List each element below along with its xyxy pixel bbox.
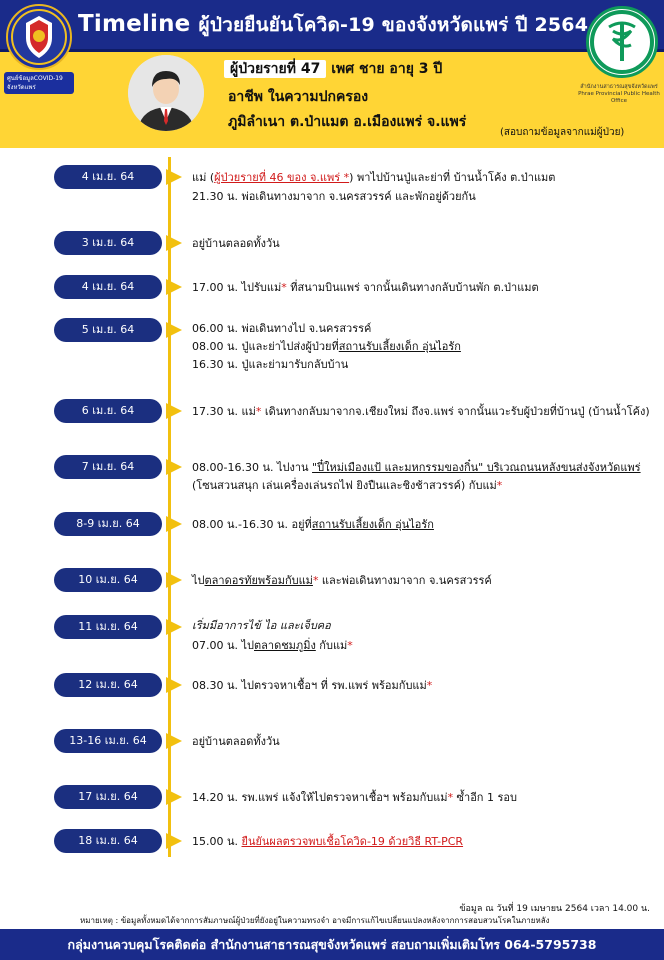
timeline-event-text [192, 458, 641, 476]
event-segment: ไป [192, 574, 205, 587]
page-title [78, 10, 588, 40]
timeline-arrow-icon [166, 677, 182, 693]
timeline-date-pill: 17 เม.ย. 64 [54, 785, 162, 809]
title-main: ผู้ป่วยยืนยันโควิด-19 ของจังหวัดแพร่ ปี 2564 [198, 14, 589, 36]
event-segment: * [496, 479, 503, 492]
event-segment: ยืนยันผลตรวจพบเชื้อโควิด-19 ด้วยวิธี RT-PCR [241, 835, 464, 848]
timeline-event-text [192, 234, 280, 252]
event-segment: 17.00 น. ไปรับแม่ [192, 281, 282, 294]
timeline-event-text [192, 515, 434, 533]
event-segment: 14.20 น. รพ.แพร่ แจ้งให้ไปตรวจหาเชื้อฯ พร้อมกับแม่ [192, 791, 448, 804]
timeline-arrow-icon [166, 619, 182, 635]
timeline-date-pill: 13-16 เม.ย. 64 [54, 729, 162, 753]
timeline-event-text [192, 832, 463, 850]
timeline-arrow-icon [166, 279, 182, 295]
event-segment: และพ่อเดินทางมาจาก จ.นครสวรรค์ [318, 574, 492, 587]
timeline-arrow-icon [166, 459, 182, 475]
event-segment: 08.00 น.-16.30 น. อยู่ที่ [192, 518, 312, 531]
event-segment: 15.00 น. [192, 835, 242, 848]
timeline-event-text [192, 636, 353, 654]
timeline-event-text [192, 187, 476, 205]
timeline-date-pill: 4 เม.ย. 64 [54, 165, 162, 189]
timeline-date-pill: 5 เม.ย. 64 [54, 318, 162, 342]
event-segment: 07.00 น. ไป [192, 639, 255, 652]
timeline-date-pill: 3 เม.ย. 64 [54, 231, 162, 255]
event-segment: ) พาไปบ้านปู่และย่าที่ บ้านน้ำโค้ง ต.ป่าแมต [349, 171, 556, 184]
timeline-event-text [192, 616, 331, 634]
event-segment: เริ่มมีอาการไข้ ไอ และเจ็บคอ [192, 619, 331, 632]
patient-hometown: ภูมิลำเนา ต.ป่าแมต อ.เมืองแพร่ จ.แพร่ [228, 114, 467, 130]
footer-contact-bar: กลุ่มงานควบคุมโรคติดต่อ สำนักงานสาธารณสุขจังหวัดแพร่ สอบถามเพิ่มเติมโทร 064-5795738 [0, 929, 664, 960]
timeline-arrow-icon [166, 322, 182, 338]
timeline-event-text [192, 355, 348, 373]
timeline-event-text [192, 168, 555, 186]
event-segment: อยู่บ้านตลอดทั้งวัน [192, 735, 280, 748]
caduceus-icon [589, 9, 655, 75]
timeline-arrow-icon [166, 789, 182, 805]
timeline-event-text [192, 732, 280, 750]
event-segment: แม่ ( [192, 171, 215, 184]
source-note: (สอบถามข้อมูลจากแม่ผู้ป่วย) [500, 127, 625, 138]
event-segment: กับแม่ [315, 639, 348, 652]
timeline-date-pill: 8-9 เม.ย. 64 [54, 512, 162, 536]
timeline-date-pill: 10 เม.ย. 64 [54, 568, 162, 592]
event-segment: 06.00 น. พ่อเดินทางไป จ.นครสวรรค์ [192, 322, 372, 335]
event-segment: 08.00 น. ปู่และย่าไปส่งผู้ป่วยที่ [192, 340, 339, 353]
patient-summary-line [224, 58, 442, 80]
case-number-label: ผู้ป่วยรายที่ 47 [224, 60, 326, 78]
disease-control-logo [6, 4, 72, 70]
shield-emblem-icon [8, 6, 70, 68]
header-banner [0, 0, 664, 148]
event-segment: * [426, 679, 433, 692]
timeline-event-text [192, 337, 461, 355]
timeline-arrow-icon [166, 235, 182, 251]
event-segment: * [347, 639, 353, 652]
event-segment: ตลาดชมภูมิ่ง [254, 639, 316, 652]
timeline-event-text [192, 402, 650, 420]
event-segment: * [255, 405, 262, 418]
event-segment: 21.30 น. พ่อเดินทางมาจาก จ.นครสวรรค์ และพักอยู่ด้วยกัน [192, 190, 476, 203]
patient-age: อายุ 3 ปี [389, 61, 443, 77]
public-health-logo [586, 6, 658, 78]
event-segment: 08.00-16.30 น. ไปงาน [192, 461, 313, 474]
event-segment: อยู่บ้านตลอดทั้งวัน [192, 237, 280, 250]
timeline-event-text [192, 676, 432, 694]
event-segment: 08.30 น. ไปตรวจหาเชื้อฯ ที่ รพ.แพร่ พร้อมกับแม่ [192, 679, 427, 692]
event-segment: ที่สนามบินแพร่ จากนั้นเดินทางกลับบ้านพัก ต.ป่าแมต [286, 281, 539, 294]
event-segment: ตลาดอรทัยพร้อมกับแม่ [204, 574, 313, 587]
timeline-event-text [192, 319, 371, 337]
timeline-arrow-icon [166, 516, 182, 532]
timeline-event-text [192, 476, 502, 494]
patient-occupation: อาชีพ ในความปกครอง [228, 89, 369, 105]
timeline-axis [168, 157, 171, 857]
event-segment: เดินทางกลับมาจากจ.เชียงใหม่ ถึงจ.แพร่ จากนั้นแวะรับผู้ป่วยที่บ้านปู่ (บ้านน้ำโค้ง) [261, 405, 650, 418]
event-segment: สถานรับเลี้ยงเด็ก อุ่นไอรัก [338, 340, 461, 353]
timeline-date-pill: 7 เม.ย. 64 [54, 455, 162, 479]
covid-info-center-badge: ศูนย์ข้อมูลCOVID-19 จังหวัดแพร่ [4, 72, 74, 94]
timeline-arrow-icon [166, 403, 182, 419]
timeline-date-pill: 11 เม.ย. 64 [54, 615, 162, 639]
remark-note: หมายเหตุ : ข้อมูลทั้งหมดได้จากการสัมภาษณ์ผู้ป่วยที่ยังอยู่ในความทรงจำ อาจมีการแก้ไขเปลี่ยนแปลงหลังจากการสอบสวนโรคในภายหลัง [80, 916, 550, 925]
timeline-date-pill: 4 เม.ย. 64 [54, 275, 162, 299]
event-segment: ผู้ป่วยรายที่ 46 ของ จ.แพร่ * [214, 171, 350, 184]
timeline-event-text [192, 788, 517, 806]
data-timestamp: ข้อมูล ณ วันที่ 19 เมษายน 2564 เวลา 14.00 น. [459, 904, 650, 914]
event-segment: 17.30 น. แม่ [192, 405, 256, 418]
event-segment: (โซนสวนสนุก เล่นเครื่องเล่นรถไฟ ยิงปืนและชิงช้าสวรรค์) กับแม่ [192, 479, 497, 492]
timeline-event-text [192, 571, 492, 589]
public-health-caption: สำนักงานสาธารณสุขจังหวัดแพร่ Phrae Provincial Public Health Office [578, 84, 660, 104]
timeline-arrow-icon [166, 733, 182, 749]
title-prefix: Timeline [78, 11, 191, 37]
timeline-date-pill: 18 เม.ย. 64 [54, 829, 162, 853]
event-segment: * [312, 574, 319, 587]
patient-sex: เพศ ชาย [331, 61, 385, 77]
timeline-arrow-icon [166, 833, 182, 849]
person-icon [128, 55, 204, 131]
timeline-arrow-icon [166, 169, 182, 185]
event-segment: "ปี๋ใหม่เมืองแป้ และมหกรรมของกิ๋น" บริเวณถนนหลังขนส่งจังหวัดแพร่ [312, 461, 641, 474]
event-segment: * [281, 281, 287, 294]
timeline-arrow-icon [166, 572, 182, 588]
timeline-date-pill: 6 เม.ย. 64 [54, 399, 162, 423]
event-segment: สถานรับเลี้ยงเด็ก อุ่นไอรัก [311, 518, 434, 531]
patient-avatar [128, 55, 204, 131]
event-segment: * [447, 791, 454, 804]
event-segment: ซ้ำอีก 1 รอบ [453, 791, 517, 804]
timeline-event-text [192, 278, 539, 296]
timeline-date-pill: 12 เม.ย. 64 [54, 673, 162, 697]
event-segment: 16.30 น. ปู่และย่ามารับกลับบ้าน [192, 358, 349, 371]
